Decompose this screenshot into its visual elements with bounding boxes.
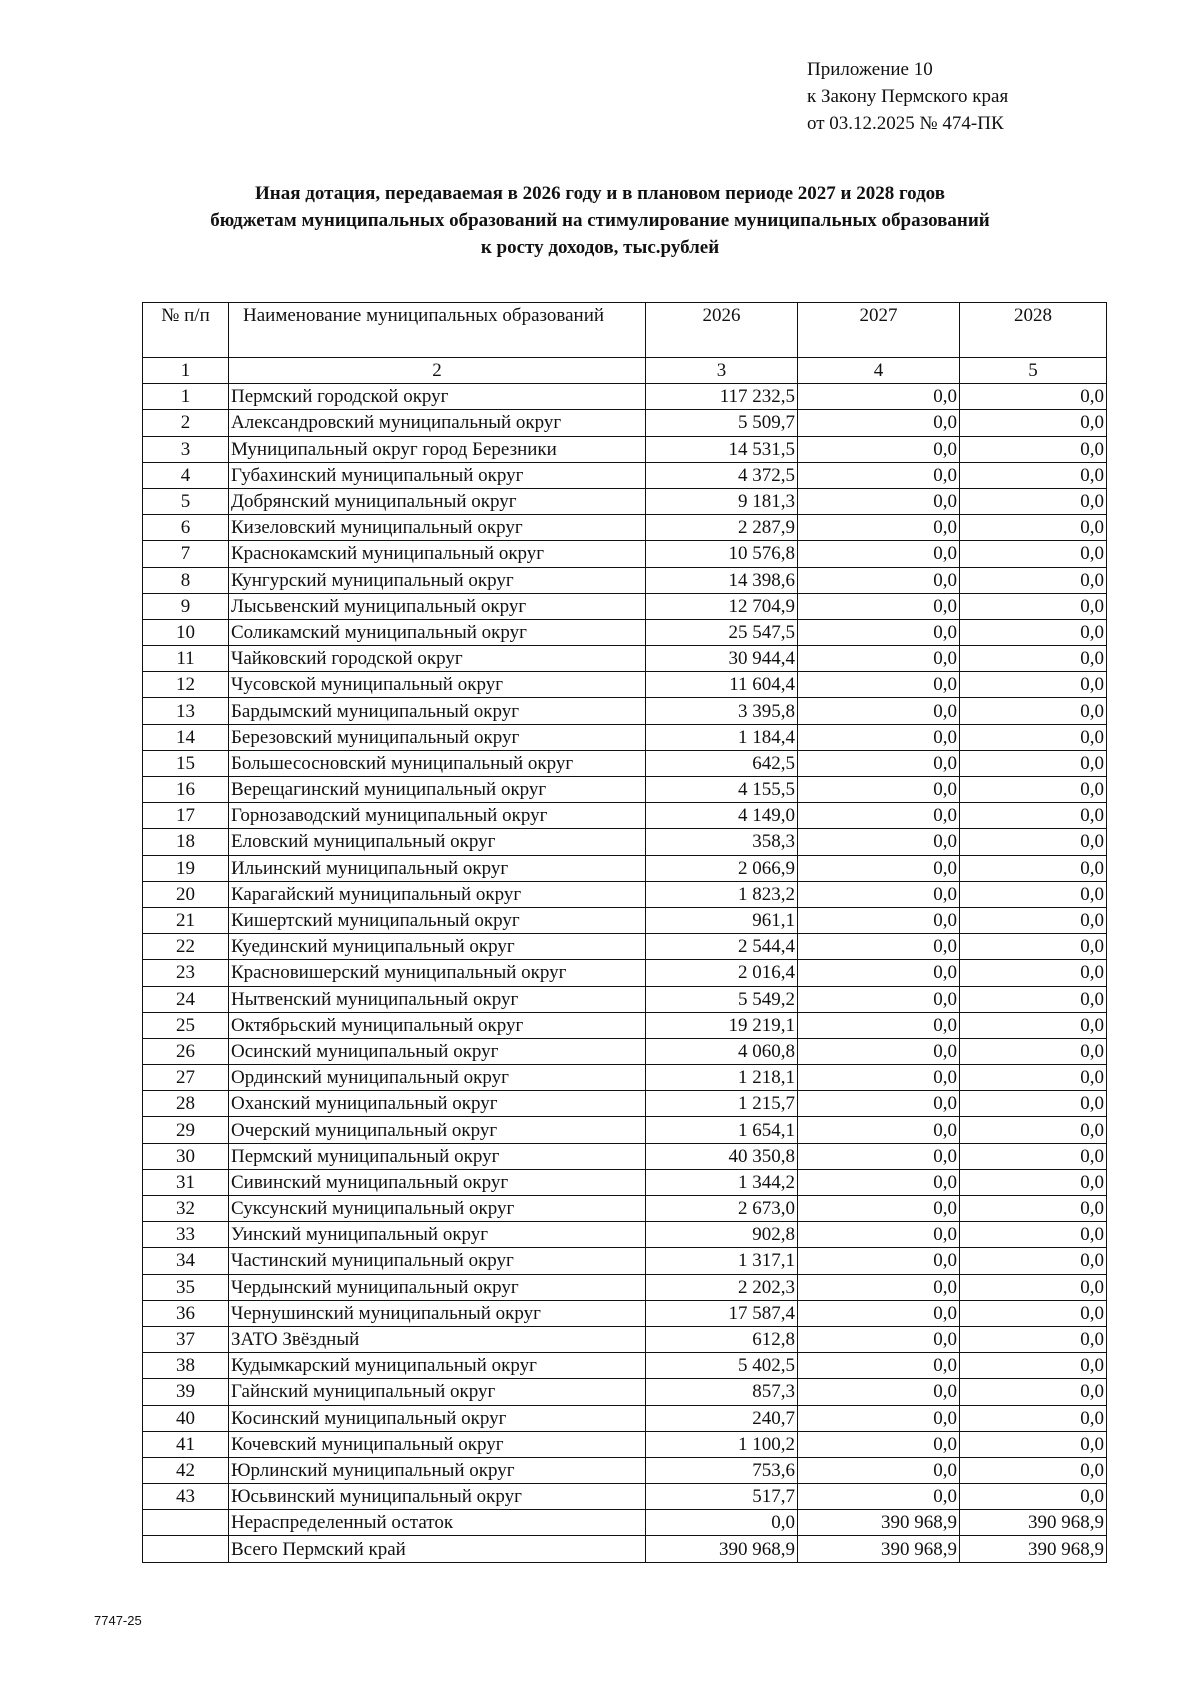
unallocated-2028: 390 968,9 [960,1510,1107,1536]
value-2028: 0,0 [960,436,1107,462]
municipality-name: Осинский муниципальный округ [229,1038,646,1064]
value-2027: 0,0 [798,907,960,933]
row-number: 41 [143,1431,229,1457]
value-2028: 0,0 [960,724,1107,750]
value-2027: 0,0 [798,567,960,593]
municipality-name: Пермский муниципальный округ [229,1143,646,1169]
table-row [143,1326,1107,1352]
municipality-name: Красновишерский муниципальный округ [229,960,646,986]
value-2027: 0,0 [798,960,960,986]
value-2026: 40 350,8 [646,1143,798,1169]
appendix-date: от 03.12.2025 № 474-ПК [807,113,1004,134]
municipality-name: Юрлинский муниципальный округ [229,1457,646,1483]
value-2027: 0,0 [798,1457,960,1483]
header-row [143,303,1107,358]
value-2027: 0,0 [798,855,960,881]
value-2027: 0,0 [798,1353,960,1379]
table-row [143,1248,1107,1274]
row-number: 7 [143,541,229,567]
table-row [143,488,1107,514]
value-2026: 5 402,5 [646,1353,798,1379]
value-2026: 11 604,4 [646,672,798,698]
header-2027: 2027 [798,303,960,358]
value-2026: 2 544,4 [646,934,798,960]
value-2028: 0,0 [960,1169,1107,1195]
value-2026: 2 287,9 [646,515,798,541]
table-row [143,934,1107,960]
value-2028: 0,0 [960,541,1107,567]
unallocated-2026: 0,0 [646,1510,798,1536]
value-2028: 0,0 [960,488,1107,514]
column-number: 2 [229,358,646,384]
row-number: 1 [143,384,229,410]
row-number: 24 [143,986,229,1012]
value-2027: 0,0 [798,1065,960,1091]
total-label: Всего Пермский край [229,1536,646,1562]
value-2028: 0,0 [960,1274,1107,1300]
table-row [143,698,1107,724]
municipality-name: Чусовской муниципальный округ [229,672,646,698]
value-2028: 0,0 [960,1405,1107,1431]
value-2027: 0,0 [798,881,960,907]
table-row [143,1405,1107,1431]
row-number: 19 [143,855,229,881]
value-2026: 1 184,4 [646,724,798,750]
table-row [143,1196,1107,1222]
row-number: 20 [143,881,229,907]
value-2026: 240,7 [646,1405,798,1431]
value-2027: 0,0 [798,646,960,672]
column-number: 5 [960,358,1107,384]
value-2027: 0,0 [798,1379,960,1405]
municipality-name: Еловский муниципальный округ [229,829,646,855]
row-number: 37 [143,1326,229,1352]
value-2026: 961,1 [646,907,798,933]
table-row [143,1300,1107,1326]
header-name: Наименование муниципальных образований [229,303,646,358]
row-number: 22 [143,934,229,960]
row-number: 36 [143,1300,229,1326]
value-2028: 0,0 [960,593,1107,619]
value-2027: 0,0 [798,488,960,514]
value-2027: 0,0 [798,1274,960,1300]
value-2027: 0,0 [798,384,960,410]
municipality-name: Октябрьский муниципальный округ [229,1012,646,1038]
municipality-name: Большесосновский муниципальный округ [229,750,646,776]
value-2026: 1 218,1 [646,1065,798,1091]
document-stamp: 7747-25 [94,1613,142,1628]
value-2027: 0,0 [798,619,960,645]
value-2028: 0,0 [960,855,1107,881]
value-2028: 0,0 [960,1091,1107,1117]
appendix-law: к Закону Пермского края [807,86,1009,107]
table-row [143,1117,1107,1143]
table-row [143,960,1107,986]
table-row [143,829,1107,855]
row-number: 35 [143,1274,229,1300]
row-number: 6 [143,515,229,541]
table-row [143,1012,1107,1038]
value-2028: 0,0 [960,1117,1107,1143]
municipality-name: Муниципальный округ город Березники [229,436,646,462]
table-row [143,1091,1107,1117]
row-number: 30 [143,1143,229,1169]
value-2028: 0,0 [960,1038,1107,1064]
row-number: 17 [143,803,229,829]
value-2027: 0,0 [798,829,960,855]
table-row [143,1222,1107,1248]
table-row [143,986,1107,1012]
total-row [143,1536,1107,1562]
value-2028: 0,0 [960,1457,1107,1483]
column-number: 4 [798,358,960,384]
column-number: 1 [143,358,229,384]
value-2027: 0,0 [798,986,960,1012]
value-2028: 0,0 [960,646,1107,672]
row-number: 3 [143,436,229,462]
value-2026: 10 576,8 [646,541,798,567]
table-row [143,672,1107,698]
value-2028: 0,0 [960,410,1107,436]
value-2027: 0,0 [798,1484,960,1510]
row-number: 8 [143,567,229,593]
municipality-name: Добрянский муниципальный округ [229,488,646,514]
value-2026: 2 202,3 [646,1274,798,1300]
table-row [143,881,1107,907]
row-number: 28 [143,1091,229,1117]
table-body [143,384,1107,1510]
value-2026: 25 547,5 [646,619,798,645]
row-number: 26 [143,1038,229,1064]
table-row [143,410,1107,436]
municipality-name: Юсьвинский муниципальный округ [229,1484,646,1510]
value-2026: 3 395,8 [646,698,798,724]
title-line-1: Иная дотация, передаваемая в 2026 году и в плановом периоде 2027 и 2028 годов [255,183,945,204]
value-2028: 0,0 [960,619,1107,645]
unallocated-label: Нераспределенный остаток [229,1510,646,1536]
value-2028: 0,0 [960,1196,1107,1222]
value-2026: 1 317,1 [646,1248,798,1274]
value-2026: 1 344,2 [646,1169,798,1195]
value-2028: 0,0 [960,907,1107,933]
municipality-name: Губахинский муниципальный округ [229,462,646,488]
table-row [143,1484,1107,1510]
row-number: 4 [143,462,229,488]
table-row [143,1065,1107,1091]
municipality-name: Частинский муниципальный округ [229,1248,646,1274]
value-2026: 642,5 [646,750,798,776]
row-number: 2 [143,410,229,436]
value-2026: 1 654,1 [646,1117,798,1143]
table-row [143,1038,1107,1064]
municipality-name: Березовский муниципальный округ [229,724,646,750]
value-2027: 0,0 [798,1012,960,1038]
row-number: 31 [143,1169,229,1195]
value-2027: 0,0 [798,515,960,541]
municipality-name: Краснокамский муниципальный округ [229,541,646,567]
table-row [143,462,1107,488]
table-row [143,803,1107,829]
value-2027: 0,0 [798,1117,960,1143]
municipality-name: Кизеловский муниципальный округ [229,515,646,541]
value-2028: 0,0 [960,777,1107,803]
unallocated-row [143,1510,1107,1536]
municipality-name: Кудымкарский муниципальный округ [229,1353,646,1379]
value-2026: 753,6 [646,1457,798,1483]
municipality-name: Суксунский муниципальный округ [229,1196,646,1222]
row-number: 13 [143,698,229,724]
total-2027: 390 968,9 [798,1536,960,1562]
row-number: 38 [143,1353,229,1379]
value-2026: 19 219,1 [646,1012,798,1038]
value-2027: 0,0 [798,934,960,960]
value-2026: 9 181,3 [646,488,798,514]
row-number: 32 [143,1196,229,1222]
row-number: 16 [143,777,229,803]
municipality-name: Гайнский муниципальный округ [229,1379,646,1405]
table-row [143,593,1107,619]
value-2027: 0,0 [798,777,960,803]
municipality-name: Ординский муниципальный округ [229,1065,646,1091]
value-2028: 0,0 [960,960,1107,986]
value-2028: 0,0 [960,567,1107,593]
value-2026: 857,3 [646,1379,798,1405]
municipality-name: Бардымский муниципальный округ [229,698,646,724]
appendix-reference [807,56,1008,137]
table-row [143,646,1107,672]
row-number: 9 [143,593,229,619]
value-2026: 2 673,0 [646,1196,798,1222]
value-2028: 0,0 [960,750,1107,776]
value-2027: 0,0 [798,1038,960,1064]
total-2026: 390 968,9 [646,1536,798,1562]
value-2028: 0,0 [960,829,1107,855]
value-2028: 0,0 [960,698,1107,724]
value-2026: 4 155,5 [646,777,798,803]
value-2028: 0,0 [960,803,1107,829]
value-2027: 0,0 [798,803,960,829]
table-row [143,724,1107,750]
value-2026: 4 149,0 [646,803,798,829]
value-2028: 0,0 [960,1326,1107,1352]
row-number: 15 [143,750,229,776]
row-number: 29 [143,1117,229,1143]
value-2028: 0,0 [960,1248,1107,1274]
municipality-name: Верещагинский муниципальный округ [229,777,646,803]
municipality-name: Карагайский муниципальный округ [229,881,646,907]
value-2027: 0,0 [798,1405,960,1431]
municipality-name: Очерский муниципальный округ [229,1117,646,1143]
value-2028: 0,0 [960,1300,1107,1326]
value-2028: 0,0 [960,1143,1107,1169]
value-2026: 4 060,8 [646,1038,798,1064]
value-2027: 0,0 [798,410,960,436]
table-row [143,384,1107,410]
value-2028: 0,0 [960,1353,1107,1379]
table-row [143,515,1107,541]
value-2028: 0,0 [960,934,1107,960]
value-2027: 0,0 [798,593,960,619]
value-2026: 12 704,9 [646,593,798,619]
value-2027: 0,0 [798,1196,960,1222]
municipality-name: Ильинский муниципальный округ [229,855,646,881]
table-row [143,777,1107,803]
value-2026: 4 372,5 [646,462,798,488]
value-2028: 0,0 [960,1484,1107,1510]
value-2028: 0,0 [960,462,1107,488]
row-number: 5 [143,488,229,514]
municipality-name: Куединский муниципальный округ [229,934,646,960]
table-row [143,1169,1107,1195]
value-2027: 0,0 [798,1143,960,1169]
value-2028: 0,0 [960,1431,1107,1457]
municipality-name: Уинский муниципальный округ [229,1222,646,1248]
municipality-name: Чердынский муниципальный округ [229,1274,646,1300]
value-2028: 0,0 [960,1379,1107,1405]
value-2026: 14 398,6 [646,567,798,593]
municipality-name: Кунгурский муниципальный округ [229,567,646,593]
municipality-name: Лысьвенский муниципальный округ [229,593,646,619]
value-2026: 117 232,5 [646,384,798,410]
municipality-name: Косинский муниципальный округ [229,1405,646,1431]
value-2027: 0,0 [798,1222,960,1248]
value-2027: 0,0 [798,724,960,750]
table-row [143,1274,1107,1300]
row-number: 12 [143,672,229,698]
row-number: 34 [143,1248,229,1274]
value-2027: 0,0 [798,541,960,567]
subsidy-table [142,302,1107,1563]
value-2027: 0,0 [798,436,960,462]
municipality-name: Александровский муниципальный округ [229,410,646,436]
value-2027: 0,0 [798,462,960,488]
row-number: 33 [143,1222,229,1248]
table-row [143,436,1107,462]
value-2027: 0,0 [798,1091,960,1117]
value-2026: 30 944,4 [646,646,798,672]
value-2028: 0,0 [960,515,1107,541]
header-2028: 2028 [960,303,1107,358]
municipality-name: Сивинский муниципальный округ [229,1169,646,1195]
row-number-empty [143,1536,229,1562]
header-no: № п/п [143,303,229,358]
row-number-empty [143,1510,229,1536]
row-number: 21 [143,907,229,933]
value-2026: 17 587,4 [646,1300,798,1326]
column-number: 3 [646,358,798,384]
value-2026: 1 215,7 [646,1091,798,1117]
municipality-name: Пермский городской округ [229,384,646,410]
table-row [143,855,1107,881]
municipality-name: Кочевский муниципальный округ [229,1431,646,1457]
row-number: 43 [143,1484,229,1510]
value-2027: 0,0 [798,1431,960,1457]
municipality-name: Соликамский муниципальный округ [229,619,646,645]
value-2026: 612,8 [646,1326,798,1352]
row-number: 27 [143,1065,229,1091]
value-2028: 0,0 [960,1012,1107,1038]
value-2028: 0,0 [960,986,1107,1012]
table-row [143,541,1107,567]
title-line-2: бюджетам муниципальных образований на стимулирование муниципальных образований [210,210,990,231]
table-row [143,1143,1107,1169]
value-2026: 1 823,2 [646,881,798,907]
table-row [143,1353,1107,1379]
table-row [143,750,1107,776]
value-2026: 517,7 [646,1484,798,1510]
value-2026: 1 100,2 [646,1431,798,1457]
row-number: 25 [143,1012,229,1038]
value-2027: 0,0 [798,698,960,724]
table-row [143,907,1107,933]
municipality-name: Горнозаводский муниципальный округ [229,803,646,829]
value-2028: 0,0 [960,384,1107,410]
row-number: 39 [143,1379,229,1405]
value-2027: 0,0 [798,1248,960,1274]
document-title [140,180,1060,261]
value-2027: 0,0 [798,1326,960,1352]
table-row [143,567,1107,593]
row-number: 23 [143,960,229,986]
row-number: 40 [143,1405,229,1431]
value-2026: 14 531,5 [646,436,798,462]
value-2027: 0,0 [798,1169,960,1195]
value-2026: 902,8 [646,1222,798,1248]
title-line-3: к росту доходов, тыс.рублей [480,237,720,258]
value-2026: 358,3 [646,829,798,855]
total-2028: 390 968,9 [960,1536,1107,1562]
header-2026: 2026 [646,303,798,358]
value-2028: 0,0 [960,881,1107,907]
table-row [143,1379,1107,1405]
row-number: 10 [143,619,229,645]
table-row [143,619,1107,645]
value-2026: 2 066,9 [646,855,798,881]
value-2027: 0,0 [798,1300,960,1326]
municipality-name: ЗАТО Звёздный [229,1326,646,1352]
row-number: 14 [143,724,229,750]
municipality-name: Кишертский муниципальный округ [229,907,646,933]
value-2026: 5 549,2 [646,986,798,1012]
value-2027: 0,0 [798,672,960,698]
table-row [143,1457,1107,1483]
table-row [143,1431,1107,1457]
municipality-name: Чайковский городской округ [229,646,646,672]
row-number: 42 [143,1457,229,1483]
unallocated-2027: 390 968,9 [798,1510,960,1536]
municipality-name: Чернушинский муниципальный округ [229,1300,646,1326]
value-2027: 0,0 [798,750,960,776]
value-2026: 5 509,7 [646,410,798,436]
municipality-name: Оханский муниципальный округ [229,1091,646,1117]
value-2028: 0,0 [960,1222,1107,1248]
row-number: 18 [143,829,229,855]
value-2028: 0,0 [960,1065,1107,1091]
appendix-number: Приложение 10 [807,59,933,80]
municipality-name: Нытвенский муниципальный округ [229,986,646,1012]
value-2028: 0,0 [960,672,1107,698]
value-2026: 2 016,4 [646,960,798,986]
column-number-row [143,358,1107,384]
row-number: 11 [143,646,229,672]
